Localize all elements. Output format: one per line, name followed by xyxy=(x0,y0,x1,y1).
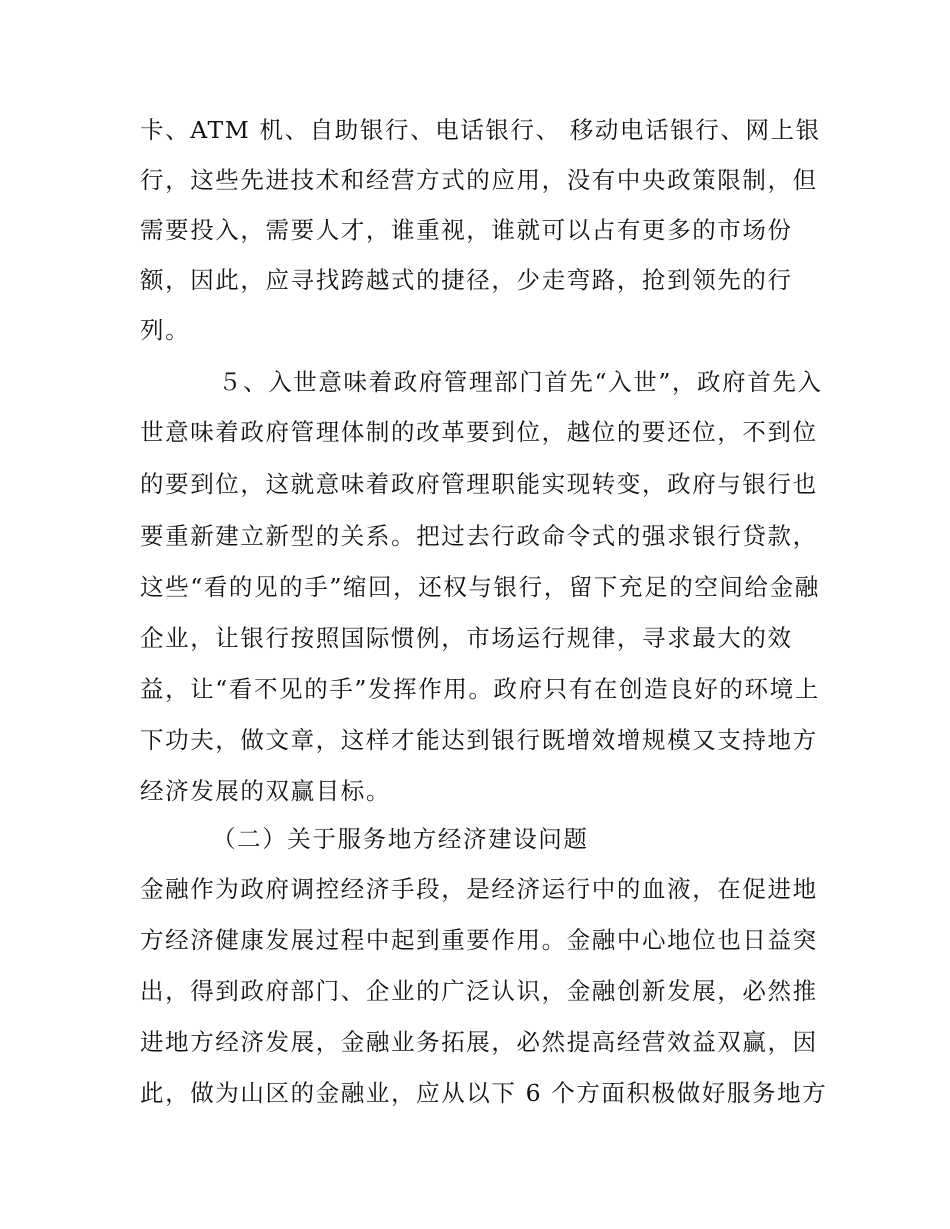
text-line: 出，得到政府部门、企业的广泛认识，金融创新发展，必然推 xyxy=(140,977,818,1005)
text-line: 要重新建立新型的关系。把过去行政命令式的强求银行贷款， xyxy=(140,522,818,550)
text-line: 额，因此，应寻找跨越式的捷径，少走弯路，抢到领先的行 xyxy=(140,266,793,294)
text-line: 卡、ATM 机、自助银行、电话银行、 移动电话银行、网上银 xyxy=(140,116,821,144)
text-line: 世意味着政府管理体制的改革要到位，越位的要还位，不到位 xyxy=(140,418,818,446)
text-line: 下功夫，做文章，这样才能达到银行既增效增规模又支持地方 xyxy=(140,726,818,754)
text-line: 益，让“看不见的手”发挥作用。政府只有在创造良好的环境上 xyxy=(140,675,820,703)
text-line: 企业，让银行按照国际惯例，市场运行规律，寻求最大的效 xyxy=(140,624,793,652)
paragraph-heading-5: ５、入世意味着政府管理部门首先“入世”，政府首先入 xyxy=(218,368,823,396)
text-line: 行，这些先进技术和经营方式的应用，没有中央政策限制，但 xyxy=(140,166,818,194)
text-line: 需要投入，需要人才，谁重视，谁就可以占有更多的市场份 xyxy=(140,216,793,244)
text-line: 的要到位，这就意味着政府管理职能实现转变，政府与银行也 xyxy=(140,470,818,498)
section-heading: （二）关于服务地方经济建设问题 xyxy=(212,825,589,853)
text-line: 金融作为政府调控经济手段，是经济运行中的血液，在促进地 xyxy=(140,875,818,903)
text-line: 此，做为山区的金融业，应从以下 6 个方面积极做好服务地方 xyxy=(140,1079,828,1107)
text-line: 进地方经济发展，金融业务拓展，必然提高经营效益双赢，因 xyxy=(140,1028,818,1056)
text-line: 方经济健康发展过程中起到重要作用。金融中心地位也日益突 xyxy=(140,926,818,954)
text-line: 这些“看的见的手”缩回，还权与银行，留下充足的空间给金融 xyxy=(140,573,820,601)
text-line: 经济发展的双赢目标。 xyxy=(140,777,391,805)
text-line: 列。 xyxy=(140,316,191,344)
